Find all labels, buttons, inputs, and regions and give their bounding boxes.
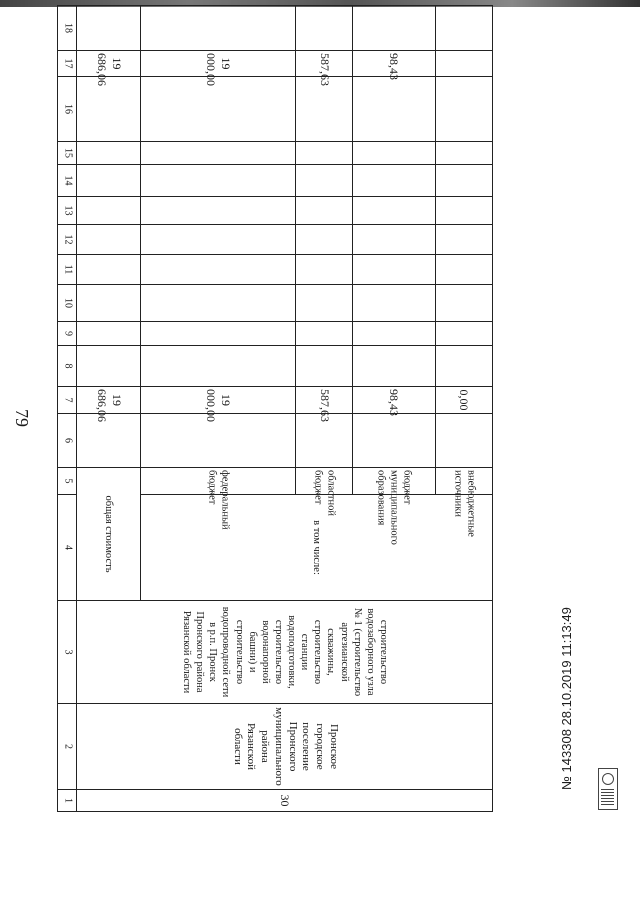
cell-row4-col9 bbox=[353, 285, 436, 322]
cell-row4-col14 bbox=[353, 142, 436, 165]
column-number-9: 9 bbox=[58, 322, 77, 346]
cell-row5-col8 bbox=[435, 322, 492, 346]
cell-row4-col5 bbox=[353, 414, 436, 468]
cell-row4-col10 bbox=[353, 255, 436, 285]
column-number-1: 1 bbox=[58, 790, 77, 812]
funding-label-4: внебюджетные источники bbox=[435, 468, 492, 495]
column-number-3: 3 bbox=[58, 601, 77, 704]
cell-row3-col6: 587,63 bbox=[295, 387, 352, 414]
cell-row5-col15 bbox=[435, 77, 492, 142]
cell-row2-col16: 19 000,00 bbox=[141, 51, 296, 77]
cell-row4-col15 bbox=[353, 77, 436, 142]
cell-row5-col10 bbox=[435, 255, 492, 285]
cell-row3-col12 bbox=[295, 197, 352, 225]
column-number-18: 18 bbox=[58, 6, 77, 51]
cell-row2-col5 bbox=[141, 414, 296, 468]
funding-label-2: областной бюджет bbox=[295, 468, 352, 495]
cell-row1-col9 bbox=[77, 285, 141, 322]
funding-label-3: бюджет муниципального образования bbox=[353, 468, 436, 495]
cell-row3-col13 bbox=[295, 165, 352, 197]
organization-cell: Пронское городское поселение Пронского муниципального района Рязанской области bbox=[77, 704, 493, 790]
cell-row3-col7 bbox=[295, 346, 352, 387]
column-number-16: 16 bbox=[58, 77, 77, 142]
cell-row3-col11 bbox=[295, 225, 352, 255]
cell-row3-col16: 587,63 bbox=[295, 51, 352, 77]
cell-row2-col15 bbox=[141, 77, 296, 142]
cell-row1-col12 bbox=[77, 197, 141, 225]
cell-row1-col11 bbox=[77, 225, 141, 255]
column-number-6: 6 bbox=[58, 414, 77, 468]
cell-row3-col10 bbox=[295, 255, 352, 285]
cell-row2-col13 bbox=[141, 165, 296, 197]
cell-row1-col6: 19 686,06 bbox=[77, 387, 141, 414]
cell-row5-col14 bbox=[435, 142, 492, 165]
cell-row2-col17 bbox=[141, 6, 296, 51]
including-label: в том числе: bbox=[141, 495, 493, 601]
investment-table bbox=[57, 5, 493, 812]
cell-row3-col17 bbox=[295, 6, 352, 51]
table-container bbox=[57, 20, 493, 812]
seal-icon bbox=[598, 768, 618, 810]
column-number-4: 4 bbox=[58, 495, 77, 601]
column-number-14: 14 bbox=[58, 165, 77, 197]
cell-row1-col17 bbox=[77, 6, 141, 51]
cell-row5-col13 bbox=[435, 165, 492, 197]
cell-row2-col8 bbox=[141, 322, 296, 346]
cell-row4-col13 bbox=[353, 165, 436, 197]
column-number-8: 8 bbox=[58, 346, 77, 387]
cell-row5-col6: 0,00 bbox=[435, 387, 492, 414]
cell-row1-col16: 19 686,06 bbox=[77, 51, 141, 77]
cell-row4-col11 bbox=[353, 225, 436, 255]
cell-row5-col11 bbox=[435, 225, 492, 255]
column-number-5: 5 bbox=[58, 468, 77, 495]
cell-row1-col13 bbox=[77, 165, 141, 197]
row-number-cell: 30 bbox=[77, 790, 493, 812]
column-number-2: 2 bbox=[58, 704, 77, 790]
cell-row1-col10 bbox=[77, 255, 141, 285]
cell-row4-col8 bbox=[353, 322, 436, 346]
funding-label-1: федеральный бюджет bbox=[141, 468, 296, 495]
rotated-page bbox=[57, 20, 493, 812]
cell-row4-col17 bbox=[353, 6, 436, 51]
column-number-13: 13 bbox=[58, 197, 77, 225]
cell-row1-col8 bbox=[77, 322, 141, 346]
cell-row2-col6: 19 000,00 bbox=[141, 387, 296, 414]
cell-row1-col15 bbox=[77, 77, 141, 142]
cell-row4-col6: 98,43 bbox=[353, 387, 436, 414]
cell-row5-col7 bbox=[435, 346, 492, 387]
column-number-11: 11 bbox=[58, 255, 77, 285]
cell-row2-col7 bbox=[141, 346, 296, 387]
cell-row4-col7 bbox=[353, 346, 436, 387]
cell-row3-col9 bbox=[295, 285, 352, 322]
project-cell: строительство водозаборного узла № 1 (строительство артезианской скважины, строительство станции водоподготовки, строительство водонапорной башни) и строительство водопроводной сети в р.п. Пронск Пронского района Рязанской области bbox=[77, 601, 493, 704]
cell-row3-col14 bbox=[295, 142, 352, 165]
cell-row2-col14 bbox=[141, 142, 296, 165]
cell-row2-col10 bbox=[141, 255, 296, 285]
column-number-15: 15 bbox=[58, 142, 77, 165]
cell-row5-col17 bbox=[435, 6, 492, 51]
page-number: 79 bbox=[12, 409, 32, 427]
cell-row1-col14 bbox=[77, 142, 141, 165]
total-label: общая стоимость bbox=[77, 468, 141, 601]
cell-row4-col16: 98,43 bbox=[353, 51, 436, 77]
column-number-12: 12 bbox=[58, 225, 77, 255]
registration-stamp: № 143308 28.10.2019 11:13:49 bbox=[559, 607, 574, 790]
cell-row3-col15 bbox=[295, 77, 352, 142]
column-number-7: 7 bbox=[58, 387, 77, 414]
cell-row4-col12 bbox=[353, 197, 436, 225]
cell-row5-col9 bbox=[435, 285, 492, 322]
cell-row2-col9 bbox=[141, 285, 296, 322]
cell-row1-col7 bbox=[77, 346, 141, 387]
cell-row2-col11 bbox=[141, 225, 296, 255]
cell-row5-col16 bbox=[435, 51, 492, 77]
table-row bbox=[77, 6, 141, 812]
cell-row2-col12 bbox=[141, 197, 296, 225]
cell-row5-col5 bbox=[435, 414, 492, 468]
column-number-10: 10 bbox=[58, 285, 77, 322]
cell-row5-col12 bbox=[435, 197, 492, 225]
cell-row3-col8 bbox=[295, 322, 352, 346]
column-number-17: 17 bbox=[58, 51, 77, 77]
